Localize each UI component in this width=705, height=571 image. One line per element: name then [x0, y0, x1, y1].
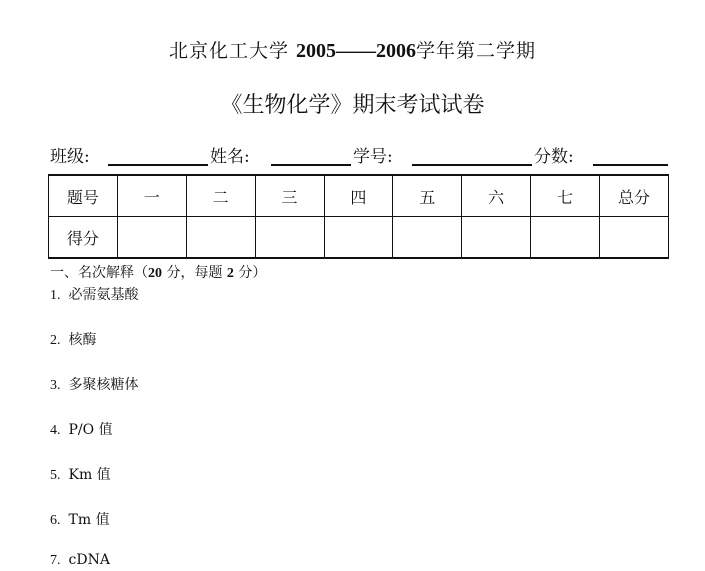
- question-text: 核酶: [68, 332, 97, 348]
- score-cell-5[interactable]: [393, 217, 462, 259]
- question-text: Km 值: [68, 467, 111, 483]
- header-cell-total: 总分: [600, 175, 669, 217]
- header-cell-2: 二: [186, 175, 255, 217]
- question-number: 7.: [50, 553, 61, 568]
- heading-part: 分）: [238, 265, 267, 281]
- header-cell-question-no: 题号: [49, 175, 118, 217]
- name-label: 姓名:: [210, 147, 250, 167]
- score-blank: [593, 164, 668, 166]
- question-item: [50, 464, 111, 484]
- header-cell-4: 四: [324, 175, 393, 217]
- question-text: 多聚核糖体: [68, 377, 139, 393]
- question-item: [50, 284, 139, 304]
- header-cell-7: 七: [531, 175, 600, 217]
- question-item: [50, 509, 110, 529]
- score-cell-3[interactable]: [255, 217, 324, 259]
- score-cell-1[interactable]: [117, 217, 186, 259]
- score-row-label: 得分: [49, 217, 118, 259]
- question-text: P/O 值: [68, 422, 113, 438]
- title-university: 北京化工大学: [168, 40, 289, 62]
- score-table-score-row: [49, 217, 669, 259]
- exam-title: [0, 36, 705, 63]
- score-table: [48, 174, 669, 259]
- score-cell-4[interactable]: [324, 217, 393, 259]
- title-term: 学年第二学期: [416, 40, 537, 62]
- class-label: 班级:: [50, 147, 90, 167]
- header-cell-3: 三: [255, 175, 324, 217]
- heading-part: 一、名次解释（: [50, 265, 148, 281]
- score-cell-2[interactable]: [186, 217, 255, 259]
- heading-points: 20: [148, 266, 162, 281]
- heading-each-points: 2: [226, 266, 234, 281]
- question-item: [50, 374, 139, 394]
- question-number: 5.: [50, 468, 61, 483]
- title-years: 2005——2006: [296, 40, 417, 62]
- question-number: 3.: [50, 378, 61, 393]
- score-cell-6[interactable]: [462, 217, 531, 259]
- question-item: [50, 552, 110, 569]
- question-item: [50, 329, 97, 349]
- question-item: [50, 419, 113, 439]
- question-number: 2.: [50, 333, 61, 348]
- name-blank: [271, 164, 351, 166]
- score-table-header-row: [49, 175, 669, 217]
- header-cell-5: 五: [393, 175, 462, 217]
- header-cell-1: 一: [117, 175, 186, 217]
- student-id-label: 学号:: [353, 147, 393, 167]
- student-id-blank: [412, 164, 532, 166]
- score-cell-total[interactable]: [600, 217, 669, 259]
- class-blank: [108, 164, 208, 166]
- student-info-row: [50, 142, 670, 168]
- question-number: 1.: [50, 288, 61, 303]
- score-label: 分数:: [534, 147, 574, 167]
- heading-part: 分，每题: [166, 265, 223, 281]
- question-number: 6.: [50, 513, 61, 528]
- question-number: 4.: [50, 423, 61, 438]
- header-cell-6: 六: [462, 175, 531, 217]
- question-text: Tm 值: [68, 512, 110, 528]
- question-text: cDNA: [68, 552, 110, 568]
- score-cell-7[interactable]: [531, 217, 600, 259]
- question-text: 必需氨基酸: [68, 287, 139, 303]
- exam-subtitle: 《生物化学》期末考试试卷: [220, 93, 485, 118]
- section-1-heading: [50, 262, 266, 282]
